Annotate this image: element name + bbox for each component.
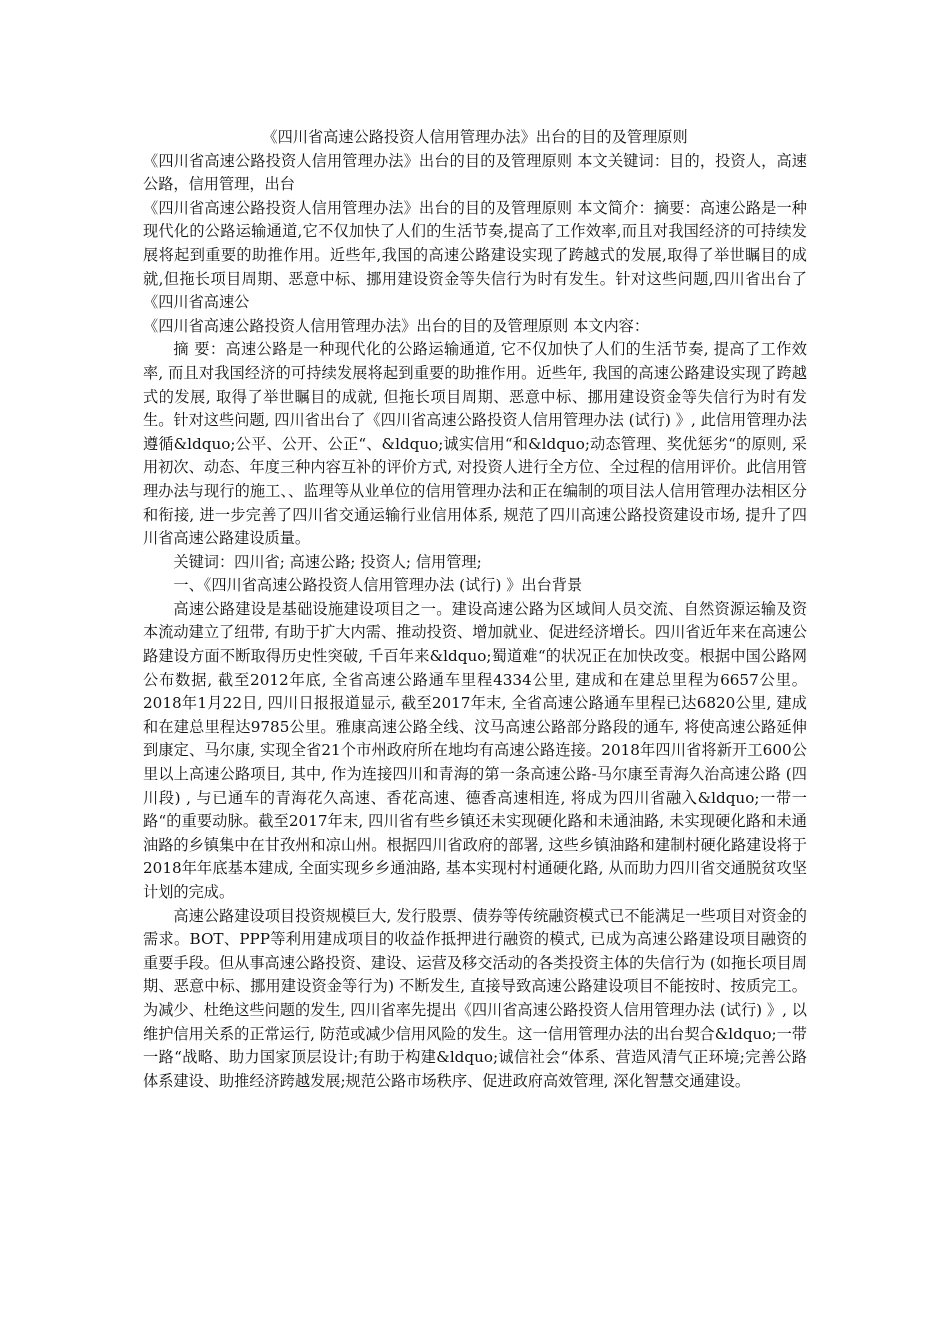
content-meta-line: 《四川省高速公路投资人信用管理办法》出台的目的及管理原则 本文内容： bbox=[143, 316, 650, 335]
document-title: 《四川省高速公路投资人信用管理办法》出台的目的及管理原则 bbox=[262, 128, 688, 146]
background-paragraph-1: 高速公路建设是基础设施建设项目之一。建设高速公路为区域间人员交流、自然资源运输及资本流动建立了纽带, 有助于扩大内需、推动投资、增加就业、促进经济增长。四川省近年来在高速公路建设方面不断取得历史性突破, 千百年来&ldquo;蜀道难“的状况正在加快改变。根据中国公路网公布数据, 截至2012年底, 全省高速公路通车里程4334公里, 建成和在建总里程为6657公里。2018年1月22日, 四川日报报道显示, 截至2017年末, 全省高速公路通车里程已达6820公里, 建成和在建总里程达9785公里。雅康高速公路全线、汶马高速公路部分路段的通车, 将使高速公路延伸到康定、马尔康, 实现全省21个市州政府所在地均有高速公路连接。2018年四川省将新开工600公里以上高速公路项目, 其中, 作为连接四川和青海的第一条高速公路-马尔康至青海久治高速公路 (四川段) , 与已通车的青海花久高速、香花高速、德香高速相连, 将成为四川省融入&ldquo;一带一路“的重要动脉。截至2017年末, 四川省有些乡镇还未实现硬化路和未通油路, 未实现硬化路和未通油路的乡镇集中在甘孜州和凉山州。根据四川省政府的部署, 这些乡镇油路和建制村硬化路建设将于2018年年底基本建成, 全面实现乡乡通油路, 基本实现村村通硬化路, 从而助力四川省交通脱贫攻坚计划的完成。 bbox=[143, 599, 807, 901]
intro-meta-line: 《四川省高速公路投资人信用管理办法》出台的目的及管理原则 本文简介：摘要：高速公路是一种现代化的公路运输通道,它不仅加快了人们的生活节奏,提高了工作效率,而且对我国经济的可持续发展将起到重要的助推作用。近些年,我国的高速公路建设实现了跨越式的发展,取得了举世瞩目的成就,但拖长项目周期、恶意中标、挪用建设资金等失信行为时有发生。针对这些问题,四川省出台了《四川省高速公 bbox=[143, 198, 807, 312]
keywords-meta-line: 《四川省高速公路投资人信用管理办法》出台的目的及管理原则 本文关键词：目的，投资人，高速公路，信用管理，出台 bbox=[143, 151, 807, 194]
background-paragraph-2: 高速公路建设项目投资规模巨大, 发行股票、债券等传统融资模式已不能满足一些项目对资金的需求。BOT、PPP等利用建成项目的收益作抵押进行融资的模式, 已成为高速公路建设项目融资的重要手段。但从事高速公路投资、建设、运营及移交活动的各类投资主体的失信行为 (如拖长项目周期、恶意中标、挪用建设资金等行为) 不断发生, 直接导致高速公路建设项目不能按时、按质完工。为减少、杜绝这些问题的发生, 四川省率先提出《四川省高速公路投资人信用管理办法 (试行) 》, 以维护信用关系的正常运行, 防范或减少信用风险的发生。这一信用管理办法的出台契合&ldquo;一带一路“战略、助力国家顶层设计;有助于构建&ldquo;诚信社会“体系、营造风清气正环境;完善公路体系建设、助推经济跨越发展;规范公路市场秩序、促进政府高效管理, 深化智慧交通建设。 bbox=[143, 906, 807, 1090]
abstract-paragraph: 摘 要：高速公路是一种现代化的公路运输通道, 它不仅加快了人们的生活节奏, 提高了工作效率, 而且对我国经济的可持续发展将起到重要的助推作用。近些年, 我国的高速公路建设实现了跨越式的发展, 取得了举世瞩目的成就, 但拖长项目周期、恶意中标、挪用建设资金等失信行为时有发生。针对这些问题, 四川省出台了《四川省高速公路投资人信用管理办法 (试行) 》, 此信用管理办法遵循&ldquo;公平、公开、公正“、&ldquo;诚实信用“和&ldquo;动态管理、奖优惩劣“的原则, 采用初次、动态、年度三种内容互补的评价方式, 对投资人进行全方位、全过程的信用评价。此信用管理办法与现行的施工、、监理等从业单位的信用管理办法和正在编制的项目法人信用管理办法相区分和衔接, 进一步完善了四川省交通运输行业信用体系, 规范了四川高速公路投资建设市场, 提升了四川省高速公路建设质量。 bbox=[143, 340, 807, 548]
keywords-line: 关键词：四川省; 高速公路; 投资人; 信用管理; bbox=[173, 552, 482, 571]
document-page bbox=[143, 126, 807, 1093]
section-heading: 一、《四川省高速公路投资人信用管理办法 (试行) 》出台背景 bbox=[173, 576, 583, 595]
